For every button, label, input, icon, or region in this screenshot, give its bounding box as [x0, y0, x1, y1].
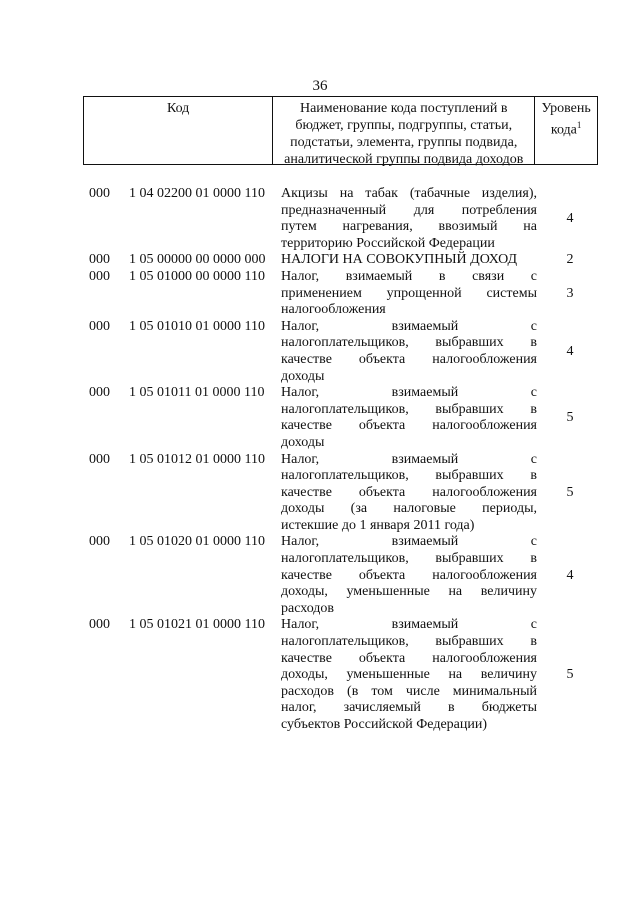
row-budget-code: 1 05 01000 00 0000 110	[129, 268, 265, 284]
row-name-line: Налог, взимаемый с	[281, 318, 537, 334]
row-name-line: Налог, взимаемый с	[281, 617, 537, 633]
header-code: Код	[84, 97, 273, 164]
table-row	[83, 534, 603, 617]
table-row	[83, 252, 603, 269]
row-name-line: качестве объекта налогообложения	[281, 351, 537, 367]
row-name-line: НАЛОГИ НА СОВОКУПНЫЙ ДОХОД	[281, 252, 518, 268]
row-name-line: субъектов Российской Федерации)	[281, 717, 488, 732]
row-name-line: доходы, уменьшенные на величину	[281, 584, 537, 600]
row-name-line: предназначенный для потребления	[281, 202, 537, 218]
row-admin-code: 000	[89, 534, 110, 550]
row-name-line: расходов	[281, 600, 335, 616]
row-level: 4	[566, 343, 574, 359]
row-admin-code: 000	[89, 318, 110, 334]
table-row	[83, 269, 603, 319]
row-name-line: качестве объекта налогообложения	[281, 418, 537, 434]
row-name-line: Акцизы на табак (табачные изделия),	[281, 186, 537, 201]
row-name-line: качестве объекта налогообложения	[281, 484, 537, 500]
row-name-line: доходы (за налоговые периоды,	[281, 501, 537, 517]
row-name	[281, 534, 537, 617]
row-name-line: Налог, взимаемый с	[281, 385, 537, 401]
row-name	[281, 269, 537, 319]
table-row	[83, 452, 603, 535]
header-level	[535, 97, 597, 164]
header-name: Наименование кода поступлений в бюджет, группы, подгруппы, статьи, подстатьи, элемента, группы подвида, аналитической группы подвида доходов	[273, 97, 535, 164]
row-budget-code: 1 05 01020 01 0000 110	[129, 534, 265, 550]
row-level: 5	[566, 410, 574, 426]
row-name-line: налогоплательщиков, выбравших в	[281, 335, 537, 351]
row-level: 5	[566, 667, 574, 683]
row-name-line: налогообложения	[281, 302, 386, 318]
row-name	[281, 452, 537, 535]
row-level: 4	[566, 567, 574, 583]
row-admin-code: 000	[89, 268, 110, 284]
row-name-line: налог, зачисляемый в бюджеты	[281, 700, 537, 716]
row-admin-code: 000	[89, 186, 110, 201]
table-body	[83, 186, 603, 734]
row-name-line: доходы	[281, 434, 325, 450]
row-name-line: расходов (в том числе минимальный	[281, 683, 537, 699]
row-level: 5	[566, 484, 574, 500]
row-name-line: путем нагревания, ввозимый на	[281, 219, 537, 235]
row-admin-code: 000	[89, 252, 110, 268]
row-budget-code: 1 05 01021 01 0000 110	[129, 617, 265, 633]
row-name-line: применением упрощенной системы	[281, 285, 537, 301]
row-name-line: доходы	[281, 368, 325, 384]
row-budget-code: 1 05 01011 01 0000 110	[129, 385, 265, 401]
row-name	[281, 617, 537, 733]
table-header	[83, 96, 598, 165]
table-row	[83, 319, 603, 385]
row-name-line: качестве объекта налогообложения	[281, 567, 537, 583]
row-name-line: Налог, взимаемый с	[281, 451, 537, 467]
row-name-line: налогоплательщиков, выбравших в	[281, 634, 537, 650]
header-level-label: Уровень кода	[541, 101, 591, 138]
row-name	[281, 385, 537, 451]
row-name-line: доходы, уменьшенные на величину	[281, 667, 537, 683]
table-row	[83, 385, 603, 451]
row-budget-code: 1 05 01012 01 0000 110	[129, 451, 265, 467]
row-budget-code: 1 04 02200 01 0000 110	[129, 186, 265, 201]
row-level: 3	[566, 285, 574, 301]
row-name	[281, 186, 537, 252]
row-name-line: налогоплательщиков, выбравших в	[281, 551, 537, 567]
row-admin-code: 000	[89, 385, 110, 401]
row-name-line: качестве объекта налогообложения	[281, 650, 537, 666]
row-name-line: территорию Российской Федерации	[281, 235, 495, 251]
row-name-line: Налог, взимаемый в связи с	[281, 268, 537, 284]
header-level-footnote: 1	[576, 120, 582, 130]
row-name-line: налогоплательщиков, выбравших в	[281, 468, 537, 484]
row-budget-code: 1 05 01010 01 0000 110	[129, 318, 265, 334]
row-name	[281, 319, 537, 385]
table-row	[83, 617, 603, 733]
table-row	[83, 186, 603, 252]
row-name	[281, 252, 537, 269]
row-admin-code: 000	[89, 451, 110, 467]
row-level: 4	[566, 210, 574, 226]
row-level: 2	[566, 252, 574, 268]
row-budget-code: 1 05 00000 00 0000 000	[129, 252, 266, 268]
row-name-line: истекшие до 1 января 2011 года)	[281, 517, 475, 533]
row-admin-code: 000	[89, 617, 110, 633]
page-number: 36	[312, 78, 328, 94]
row-name-line: налогоплательщиков, выбравших в	[281, 401, 537, 417]
row-name-line: Налог, взимаемый с	[281, 534, 537, 550]
